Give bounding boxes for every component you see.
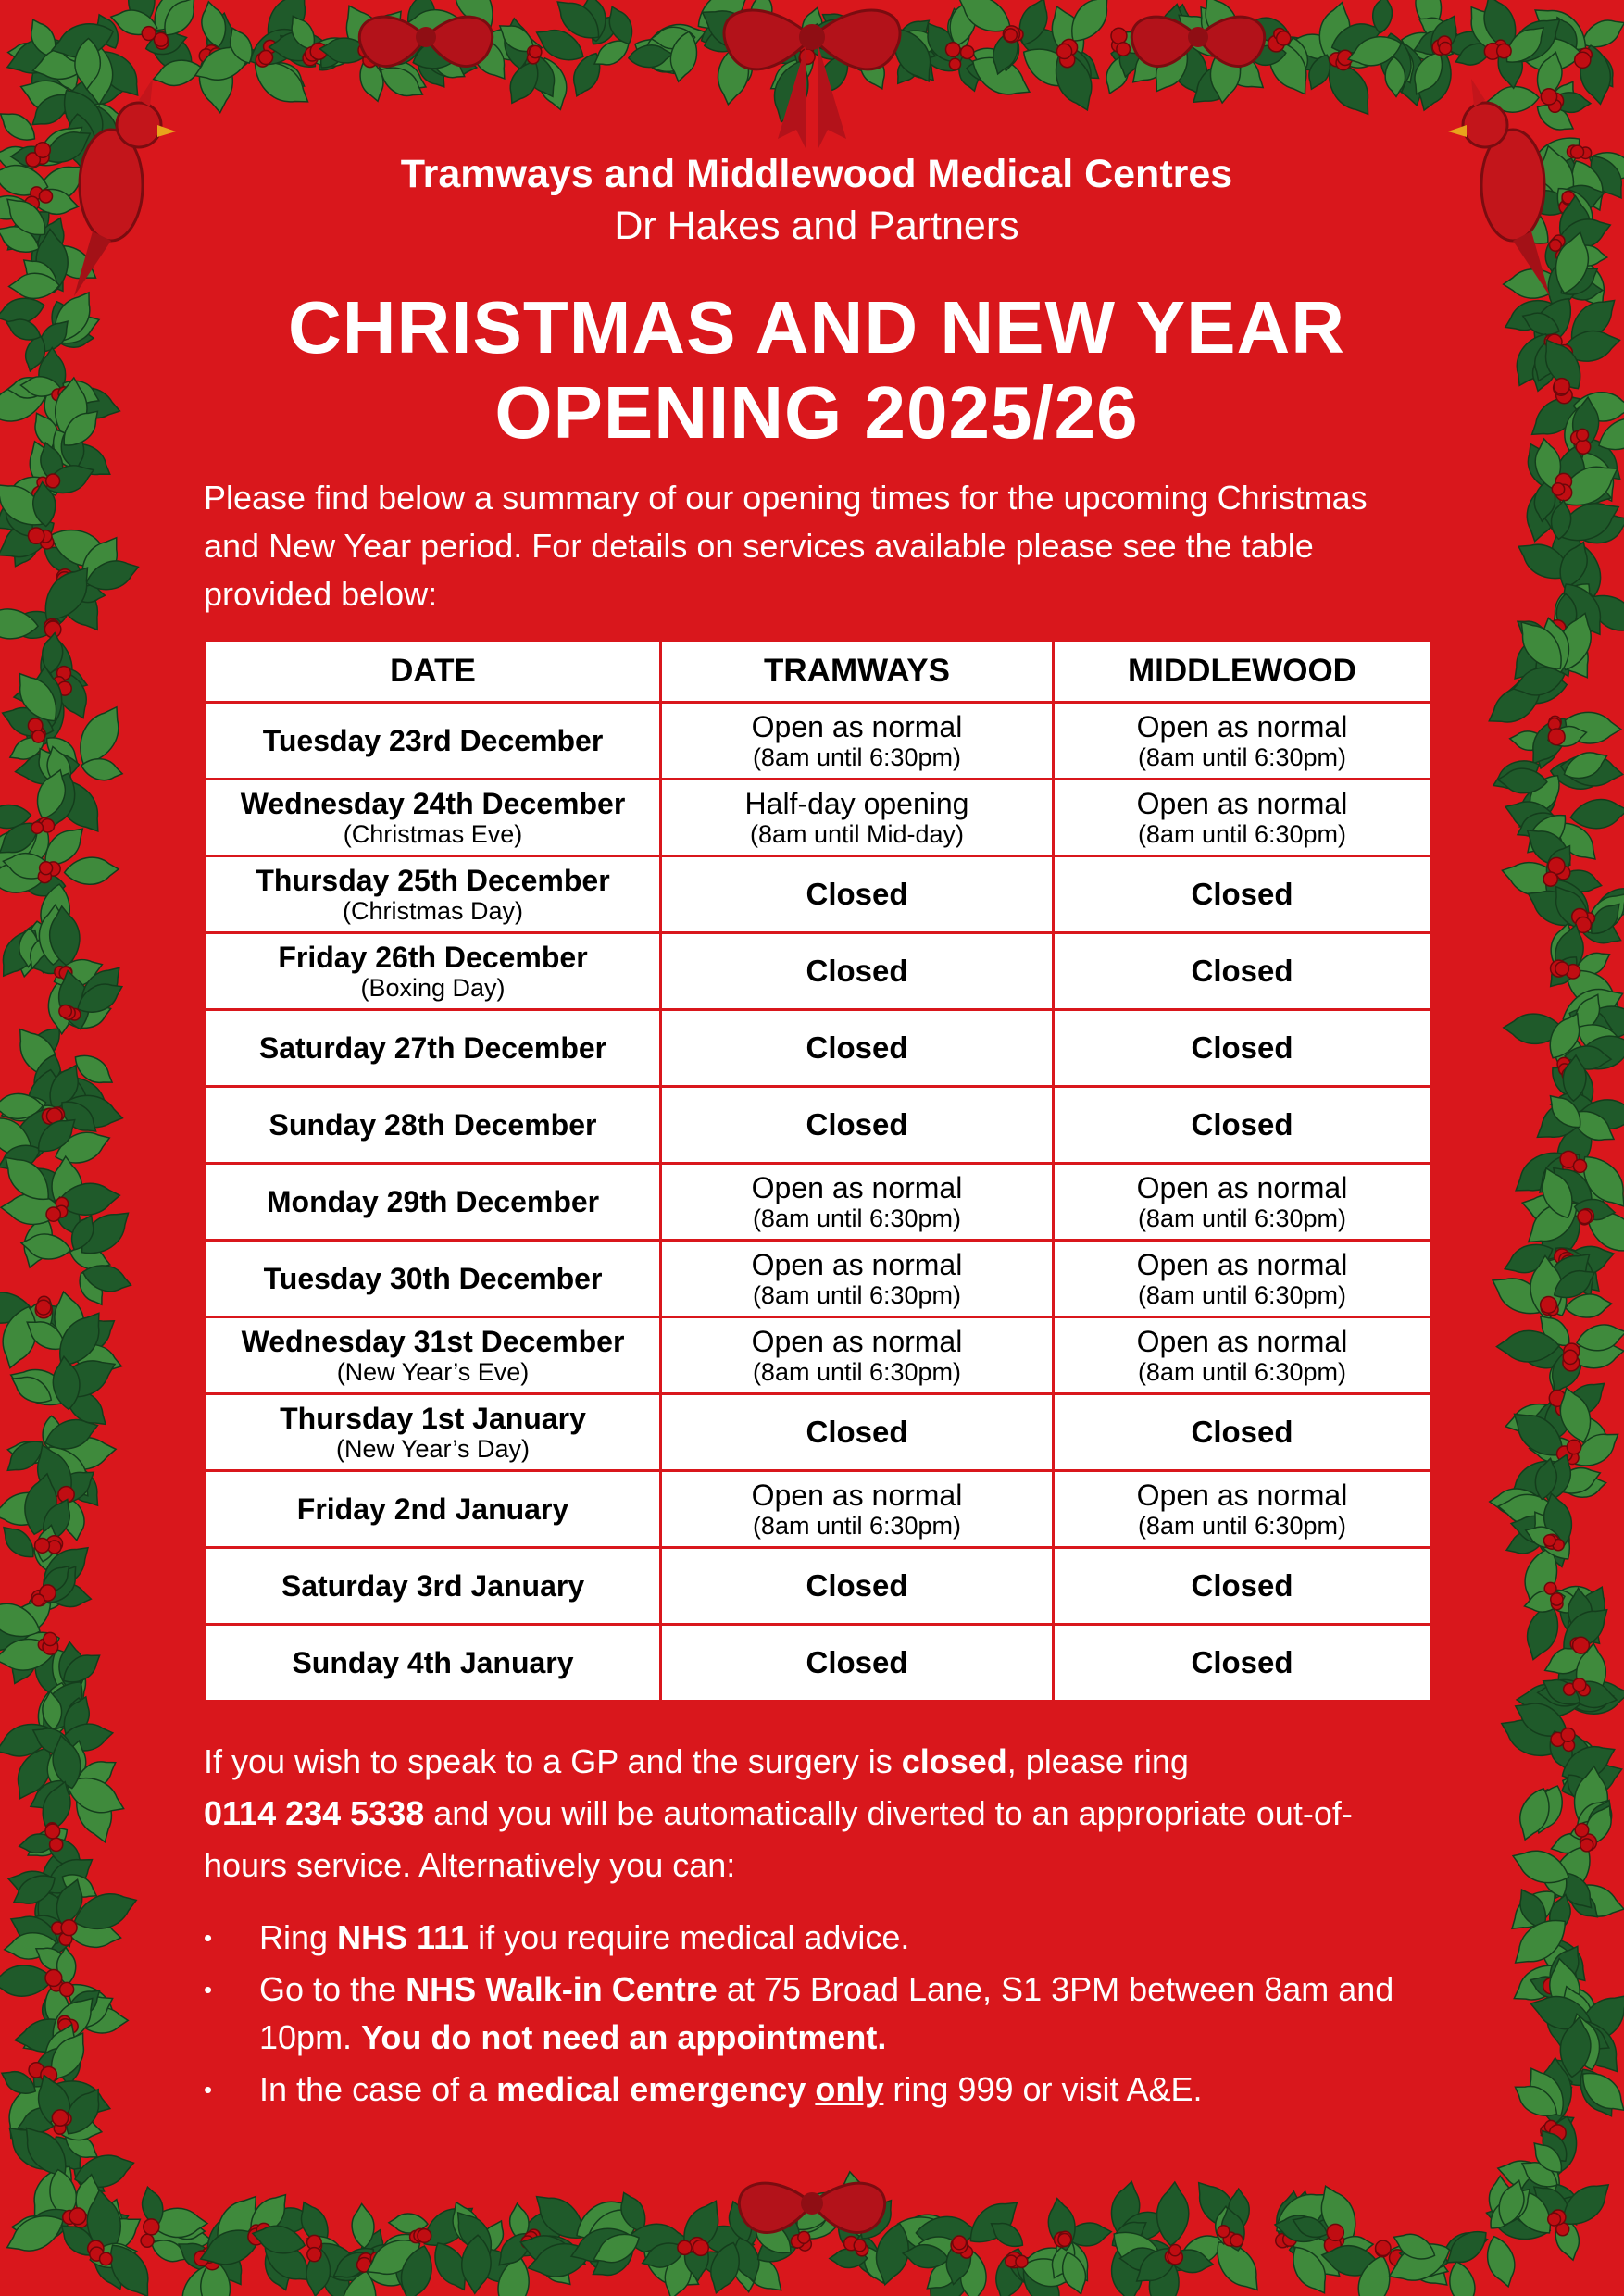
date-note: (Christmas Eve)	[343, 820, 523, 848]
outro-text-2: , please ring	[1006, 1742, 1189, 1780]
holly-berry-icon	[1439, 43, 1451, 55]
holly-berry-icon	[1554, 379, 1569, 394]
tramways-status: Closed	[806, 1107, 908, 1142]
date-cell	[206, 1548, 661, 1625]
tramways-status: Open as normal	[751, 1171, 963, 1204]
page-title	[204, 285, 1430, 455]
holly-berry-icon	[1548, 2213, 1561, 2226]
tramways-status-cell	[661, 856, 1054, 933]
tramways-status-cell	[661, 1010, 1054, 1087]
holly-berry-icon	[418, 2229, 431, 2243]
column-header-date: DATE	[206, 641, 661, 703]
tramways-status: Closed	[806, 1645, 908, 1679]
date-label: Saturday 27th December	[258, 1031, 607, 1065]
tip-2-walk-in-centre: NHS Walk-in Centre	[406, 1970, 718, 2008]
holly-berry-icon	[52, 2110, 68, 2126]
practice-name: Tramways and Middlewood Medical Centres	[400, 152, 1233, 196]
holly-berry-icon	[44, 1632, 56, 1645]
tip-3-text-a: In the case of a	[259, 2070, 497, 2108]
date-label: Tuesday 23rd December	[262, 724, 604, 757]
tramways-hours: (8am until 6:30pm)	[752, 1358, 962, 1386]
holly-berry-icon	[1541, 89, 1556, 105]
intro-paragraph: Please find below a summary of our opening times for the upcoming Christmas and New Year period. For details on services available please see the table provided below:	[204, 479, 1368, 613]
table-row	[206, 1548, 1431, 1625]
tip-1-text-a: Ring	[259, 1918, 338, 1956]
middlewood-status-cell	[1054, 933, 1431, 1010]
holly-leaf-icon	[1481, 2233, 1520, 2290]
middlewood-status: Closed	[1191, 1645, 1293, 1679]
holly-berry-icon	[32, 730, 44, 742]
tramways-status-cell	[661, 703, 1054, 780]
tramways-hours: (8am until 6:30pm)	[752, 1512, 962, 1540]
date-cell	[206, 1625, 661, 1702]
holly-leaf-icon	[0, 106, 41, 147]
holly-berry-icon	[1580, 1839, 1593, 1852]
date-note: (New Year’s Eve)	[336, 1358, 530, 1386]
tip-2-no-appointment: You do not need an appointment.	[361, 2018, 887, 2056]
date-label: Wednesday 24th December	[240, 787, 626, 820]
holly-berry-icon	[39, 190, 52, 203]
holly-berry-icon	[36, 1300, 51, 1315]
table-body	[206, 703, 1431, 1702]
middlewood-hours: (8am until 6:30pm)	[1137, 1512, 1347, 1540]
date-cell	[206, 1087, 661, 1164]
date-label: Wednesday 31st December	[241, 1325, 625, 1358]
middlewood-status: Open as normal	[1136, 1248, 1348, 1281]
list-item	[204, 2065, 1430, 2114]
holly-berry-icon	[46, 1207, 60, 1221]
holly-berry-icon	[45, 1824, 60, 1839]
holly-berry-icon	[1550, 240, 1562, 252]
bullet-icon: •	[204, 1976, 213, 2003]
table-row	[206, 856, 1431, 933]
holly-berry-icon	[949, 58, 960, 69]
holly-berry-icon	[1277, 31, 1291, 45]
table-row	[206, 1010, 1431, 1087]
holly-berry-icon	[1543, 1535, 1555, 1547]
holly-berry-icon	[1117, 43, 1131, 56]
holly-berry-icon	[1218, 2226, 1230, 2238]
holly-berry-icon	[1575, 52, 1591, 68]
tramways-status-cell	[661, 933, 1054, 1010]
date-cell	[206, 780, 661, 856]
date-cell	[206, 1471, 661, 1548]
holly-berry-icon	[1543, 872, 1557, 886]
holly-berry-icon	[1551, 1593, 1563, 1605]
cardinal-bird-icon	[1448, 79, 1550, 296]
middlewood-status-cell	[1054, 1010, 1431, 1087]
middlewood-status: Closed	[1191, 1107, 1293, 1142]
date-note: (Boxing Day)	[360, 974, 506, 1002]
date-note: (Christmas Day)	[342, 897, 523, 925]
tip-1-nhs-111: NHS 111	[337, 1918, 469, 1956]
tip-3-medical-emergency: medical emergency	[496, 2070, 806, 2108]
tramways-status-cell	[661, 1548, 1054, 1625]
holly-berry-icon	[1376, 2240, 1391, 2255]
holly-berry-icon	[1544, 1582, 1556, 1594]
opening-times-table	[204, 639, 1432, 1703]
date-label: Monday 29th December	[266, 1185, 600, 1218]
holly-berry-icon	[60, 1982, 74, 1996]
holly-berry-icon	[142, 27, 156, 41]
tramways-status-cell	[661, 1087, 1054, 1164]
tip-2-text-c: at 75 Broad Lane, S1 3PM between 8am and 10pm.	[259, 1970, 1394, 2056]
tramways-status: Open as normal	[751, 1248, 963, 1281]
holly-leaf-icon	[1445, 2259, 1480, 2296]
holly-berry-icon	[1555, 962, 1569, 976]
tramways-status: Closed	[806, 954, 908, 988]
holly-berry-icon	[1573, 1159, 1586, 1172]
middlewood-status-cell	[1054, 1394, 1431, 1471]
holly-berry-icon	[945, 43, 959, 56]
out-of-hours-phone-number: 0114 234 5338	[204, 1794, 425, 1832]
date-label: Thursday 25th December	[256, 864, 610, 897]
holly-berry-icon	[1004, 29, 1017, 42]
holly-berry-icon	[1058, 2233, 1071, 2246]
title-line-2: OPENING 2025/26	[494, 371, 1139, 454]
holly-berry-icon	[1576, 440, 1590, 454]
tramways-status-cell	[661, 780, 1054, 856]
holly-berry-icon	[1567, 1440, 1580, 1454]
date-cell	[206, 933, 661, 1010]
holly-berry-icon	[693, 2240, 708, 2255]
practice-subtitle: Dr Hakes and Partners	[614, 204, 1019, 248]
middlewood-status: Open as normal	[1136, 787, 1348, 820]
date-label: Saturday 3rd January	[281, 1569, 585, 1603]
holly-berry-icon	[28, 528, 44, 543]
holly-berry-icon	[259, 51, 273, 65]
holly-berry-icon	[1578, 1210, 1592, 1224]
holly-berry-icon	[144, 2219, 159, 2235]
date-label: Sunday 28th December	[269, 1108, 597, 1142]
table-row	[206, 1394, 1431, 1471]
middlewood-status: Closed	[1191, 877, 1293, 911]
holly-berry-icon	[32, 1594, 44, 1606]
date-cell	[206, 1317, 661, 1394]
tip-3-space	[806, 2070, 815, 2108]
tramways-status: Open as normal	[751, 710, 963, 743]
bullet-icon: •	[204, 2076, 213, 2103]
holly-berry-icon	[1573, 1678, 1586, 1691]
date-label: Tuesday 30th December	[263, 1262, 603, 1295]
flyer-content	[204, 148, 1430, 2117]
holly-berry-icon	[1548, 729, 1565, 745]
tramways-status: Half-day opening	[744, 787, 969, 820]
middlewood-hours: (8am until 6:30pm)	[1137, 743, 1347, 771]
outro-text-1: If you wish to speak to a GP and the surgery is	[204, 1742, 902, 1780]
middlewood-status-cell	[1054, 1317, 1431, 1394]
holly-leaf-icon	[64, 855, 119, 886]
holly-leaf-icon	[1156, 2181, 1191, 2247]
tramways-status: Closed	[806, 1030, 908, 1065]
table-row	[206, 1471, 1431, 1548]
alternatives-list	[204, 1914, 1430, 2114]
holly-berry-icon	[854, 2240, 866, 2252]
holly-leaf-icon	[150, 56, 204, 91]
tramways-status-cell	[661, 1394, 1054, 1471]
list-item	[204, 1965, 1430, 2062]
date-label: Thursday 1st January	[280, 1402, 586, 1435]
middlewood-status-cell	[1054, 1087, 1431, 1164]
holly-berry-icon	[69, 2208, 86, 2225]
holly-berry-icon	[530, 45, 542, 57]
middlewood-status-cell	[1054, 1241, 1431, 1317]
holly-berry-icon	[307, 2248, 321, 2262]
holly-berry-icon	[1561, 1728, 1575, 1741]
holly-berry-icon	[1575, 1823, 1589, 1837]
holly-berry-icon	[59, 1004, 71, 1017]
tip-3-only: only	[815, 2070, 884, 2108]
tramways-status: Open as normal	[751, 1325, 963, 1358]
holly-berry-icon	[798, 2231, 810, 2243]
date-cell	[206, 1394, 661, 1471]
table-row	[206, 1625, 1431, 1702]
tramways-status-cell	[661, 1471, 1054, 1548]
tip-3-text-e: ring 999 or visit A&E.	[883, 2070, 1203, 2108]
middlewood-status: Open as normal	[1136, 1479, 1348, 1512]
holly-berry-icon	[100, 2252, 113, 2265]
outro-text-3: and you will be automatically diverted to an appropriate out-of-hours service. Alternatively you can:	[204, 1794, 1353, 1884]
holly-berry-icon	[1563, 1350, 1577, 1364]
middlewood-status-cell	[1054, 856, 1431, 933]
tramways-status: Open as normal	[751, 1479, 963, 1512]
date-cell	[206, 703, 661, 780]
holly-berry-icon	[1230, 2234, 1243, 2247]
middlewood-status: Closed	[1191, 954, 1293, 988]
tramways-hours: (8am until 6:30pm)	[752, 1204, 962, 1232]
holly-berry-icon	[1552, 483, 1564, 495]
middlewood-status: Closed	[1191, 1030, 1293, 1065]
middlewood-status-cell	[1054, 780, 1431, 856]
date-cell	[206, 856, 661, 933]
date-cell	[206, 1010, 661, 1087]
date-cell	[206, 1241, 661, 1317]
middlewood-hours: (8am until 6:30pm)	[1137, 1204, 1347, 1232]
middlewood-status: Open as normal	[1136, 710, 1348, 743]
holly-berry-icon	[953, 2236, 967, 2250]
middlewood-hours: (8am until 6:30pm)	[1137, 820, 1347, 848]
column-header-middlewood: MIDDLEWOOD	[1054, 641, 1431, 703]
title-line-1: CHRISTMAS AND NEW YEAR	[287, 286, 1346, 368]
holly-berry-icon	[1016, 2255, 1028, 2267]
middlewood-status: Closed	[1191, 1568, 1293, 1603]
date-label: Friday 26th December	[278, 941, 588, 974]
middlewood-status-cell	[1054, 1625, 1431, 1702]
holly-berry-icon	[1111, 28, 1127, 44]
tramways-status: Closed	[806, 1568, 908, 1603]
holly-berry-icon	[1577, 429, 1589, 441]
outro-closed-bold: closed	[901, 1742, 1007, 1780]
holly-berry-icon	[35, 1538, 50, 1553]
middlewood-status: Closed	[1191, 1415, 1293, 1449]
tramways-hours: (8am until 6:30pm)	[752, 743, 962, 771]
tramways-status-cell	[661, 1317, 1054, 1394]
date-label: Friday 2nd January	[296, 1492, 569, 1526]
table-header-row	[206, 641, 1431, 703]
table-row	[206, 1241, 1431, 1317]
table-row	[206, 1164, 1431, 1241]
table-row	[206, 703, 1431, 780]
middlewood-status-cell	[1054, 703, 1431, 780]
table-row	[206, 1317, 1431, 1394]
holly-berry-icon	[40, 862, 53, 875]
holly-berry-icon	[961, 45, 974, 58]
tip-2-text-a: Go to the	[259, 1970, 406, 2008]
middlewood-hours: (8am until 6:30pm)	[1137, 1358, 1347, 1386]
tramways-status: Closed	[806, 877, 908, 911]
date-cell	[206, 1164, 661, 1241]
column-header-tramways: TRAMWAYS	[661, 641, 1054, 703]
holly-berry-icon	[1169, 2244, 1181, 2255]
out-of-hours-paragraph	[204, 1736, 1430, 1891]
middlewood-status-cell	[1054, 1164, 1431, 1241]
holly-berry-icon	[45, 1970, 62, 1987]
holly-berry-icon	[1541, 1296, 1557, 1313]
holly-berry-icon	[61, 1920, 77, 1936]
holly-berry-icon	[1497, 44, 1511, 57]
middlewood-status-cell	[1054, 1548, 1431, 1625]
tramways-status: Closed	[806, 1415, 908, 1449]
middlewood-status: Open as normal	[1136, 1171, 1348, 1204]
tramways-hours: (8am until Mid-day)	[749, 820, 965, 848]
middlewood-status: Open as normal	[1136, 1325, 1348, 1358]
table-row	[206, 933, 1431, 1010]
middlewood-status-cell	[1054, 1471, 1431, 1548]
holly-berry-icon	[50, 1838, 63, 1851]
holly-berry-icon	[31, 822, 44, 834]
holly-berry-icon	[1056, 44, 1071, 58]
holly-berry-icon	[35, 143, 51, 158]
tip-1-text-c: if you require medical advice.	[468, 1918, 910, 1956]
holly-berry-icon	[1571, 145, 1584, 158]
tramways-hours: (8am until 6:30pm)	[752, 1281, 962, 1309]
list-item	[204, 1914, 1430, 1962]
holly-berry-icon	[46, 474, 60, 488]
holly-berry-icon	[141, 2234, 154, 2247]
holly-berry-icon	[1327, 2224, 1343, 2240]
date-note: (New Year’s Day)	[335, 1435, 531, 1463]
holly-berry-icon	[678, 2240, 692, 2254]
table-row	[206, 1087, 1431, 1164]
tramways-status-cell	[661, 1164, 1054, 1241]
tramways-status-cell	[661, 1241, 1054, 1317]
tramways-status-cell	[661, 1625, 1054, 1702]
middlewood-hours: (8am until 6:30pm)	[1137, 1281, 1347, 1309]
date-label: Sunday 4th January	[292, 1646, 574, 1679]
table-row	[206, 780, 1431, 856]
bullet-icon: •	[204, 1924, 213, 1952]
